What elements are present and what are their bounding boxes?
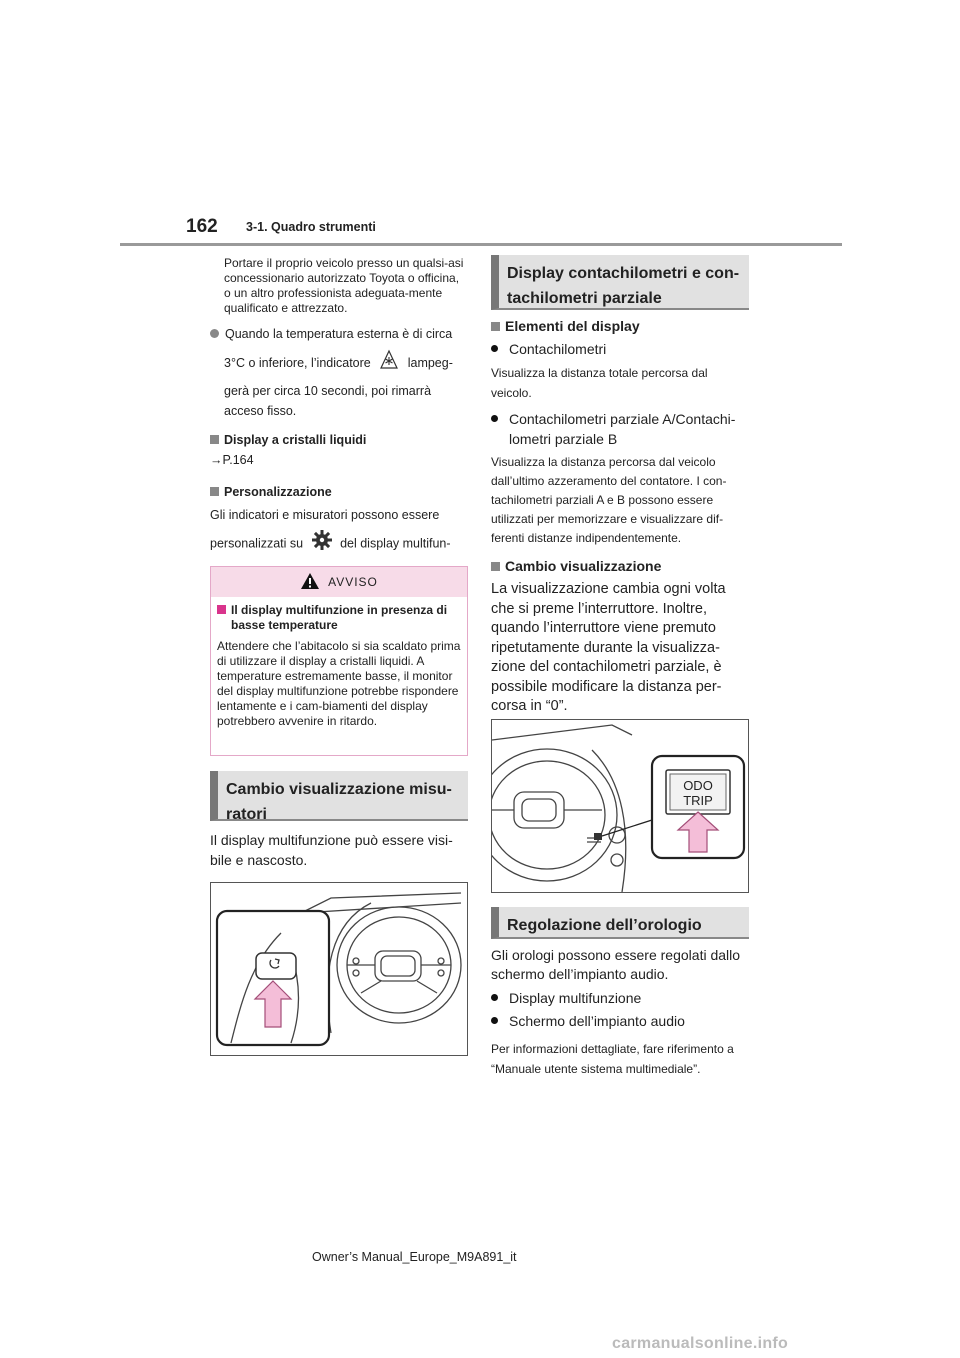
personalization-line1: Gli indicatori e misuratori possono essere: [210, 508, 440, 522]
steering-switch-figure: [210, 882, 468, 1056]
bullet-icon: [491, 994, 498, 1001]
trip-button-label: TRIP: [683, 793, 713, 808]
clock-ref: Per informazioni dettagliate, fare riferimento a “Manuale utente sistema multimediale”.: [491, 1042, 734, 1076]
temp-note-line3: gerà per circa 10 secondi, poi rimarrà: [224, 384, 432, 398]
odometer-desc: Visualizza la distanza totale percorsa dal veicolo.: [491, 366, 708, 400]
warning-title: Il display multifunzione in presenza di basse temperature: [217, 603, 461, 633]
clock-desc: Gli orologi possono essere regolati dallo schermo dell’impianto audio.: [491, 947, 741, 982]
section-gauge-switch: Cambio visualizzazione misu-ratori: [210, 771, 468, 821]
warning-body: Attendere che l’abitacolo si sia scaldato prima di utilizzare il display a cristalli liquidi. A temperature estremamente basse, il monitor del display multifunzione potrebbe rispondere lentamente e i cam-biamenti del display potrebbero avvenire in ritardo.: [217, 639, 461, 728]
trip-desc: Visualizza la distanza percorsa dal veicolo dall’ultimo azzeramento del contatore. I con-tachilometri parziali A e B possono essere utilizzati per memorizzare e visualizzare dif-ferenti distanze indipendentemente.: [491, 455, 727, 545]
intro-paragraph: Portare il proprio veicolo presso un qualsi-asi concessionario autorizzato Toyota o officina, o un altro professionista adeguata-mente qualificato e attrezzato.: [224, 256, 464, 315]
right-column: [491, 316, 749, 717]
footer-manual-id: Owner’s Manual_Europe_M9A891_it: [312, 1250, 517, 1264]
bullet-icon: [491, 1017, 498, 1024]
page-number: 162: [186, 216, 218, 237]
watermark: carmanualsonline.info: [612, 1335, 789, 1352]
left-column: [210, 256, 468, 585]
gauge-switch-text: Il display multifunzione può essere visi-bile e nascosto.: [210, 832, 453, 868]
square-bullet-icon: [210, 435, 219, 444]
personalization-title: Personalizzazione: [210, 483, 468, 501]
header-rule: [120, 243, 842, 246]
chapter-title: 3-1. Quadro strumenti: [246, 220, 376, 234]
square-bullet-icon: [491, 562, 500, 571]
square-bullet-icon: [491, 322, 500, 331]
trip-title: Contachilometri parziale A/Contachi-lometri parziale B: [491, 409, 749, 449]
warning-header: AVVISO: [211, 567, 467, 597]
temp-note-line4: acceso fisso.: [224, 404, 297, 418]
gear-icon: [311, 529, 333, 559]
pink-square-icon: [217, 605, 226, 614]
ice-warning-icon: [378, 349, 400, 378]
temp-note-line1: Quando la temperatura esterna è di circa: [210, 325, 468, 343]
section-clock: Regolazione dell’orologio: [491, 907, 749, 939]
square-bullet-icon: [210, 487, 219, 496]
odo-trip-figure: [491, 719, 749, 893]
personalization-line2: personalizzati su del display multifun-: [210, 529, 468, 559]
clock-block: [491, 946, 749, 1079]
section-odometer: Display contachilometri e con-tachilometri parziale: [491, 255, 749, 310]
lcd-ref-link[interactable]: →P.164: [210, 453, 254, 467]
clock-item-audio: Schermo dell’impianto audio: [491, 1011, 749, 1031]
change-display-title: Cambio visualizzazione: [491, 556, 749, 576]
odo-button-label: ODO: [683, 778, 713, 793]
odometer-title: Contachilometri: [491, 339, 749, 359]
temp-note-line2: 3°C o inferiore, l’indicatore lampeg-: [210, 349, 468, 378]
warning-box: [210, 566, 468, 756]
warning-triangle-icon: [300, 572, 320, 590]
bullet-icon: [491, 415, 498, 422]
display-elements-title: Elementi del display: [491, 316, 749, 336]
bullet-icon: [491, 345, 498, 352]
lcd-title: Display a cristalli liquidi: [210, 431, 468, 449]
clock-item-multifunction: Display multifunzione: [491, 988, 749, 1008]
bullet-dot-icon: [210, 329, 219, 338]
change-display-desc: La visualizzazione cambia ogni volta che si preme l’interruttore. Inoltre, quando l’interruttore viene premuto ripetutamente durante la visualizza-zione del contachilometri parziale, è possibile modificare la distanza per-corsa in “0”.: [491, 581, 726, 714]
